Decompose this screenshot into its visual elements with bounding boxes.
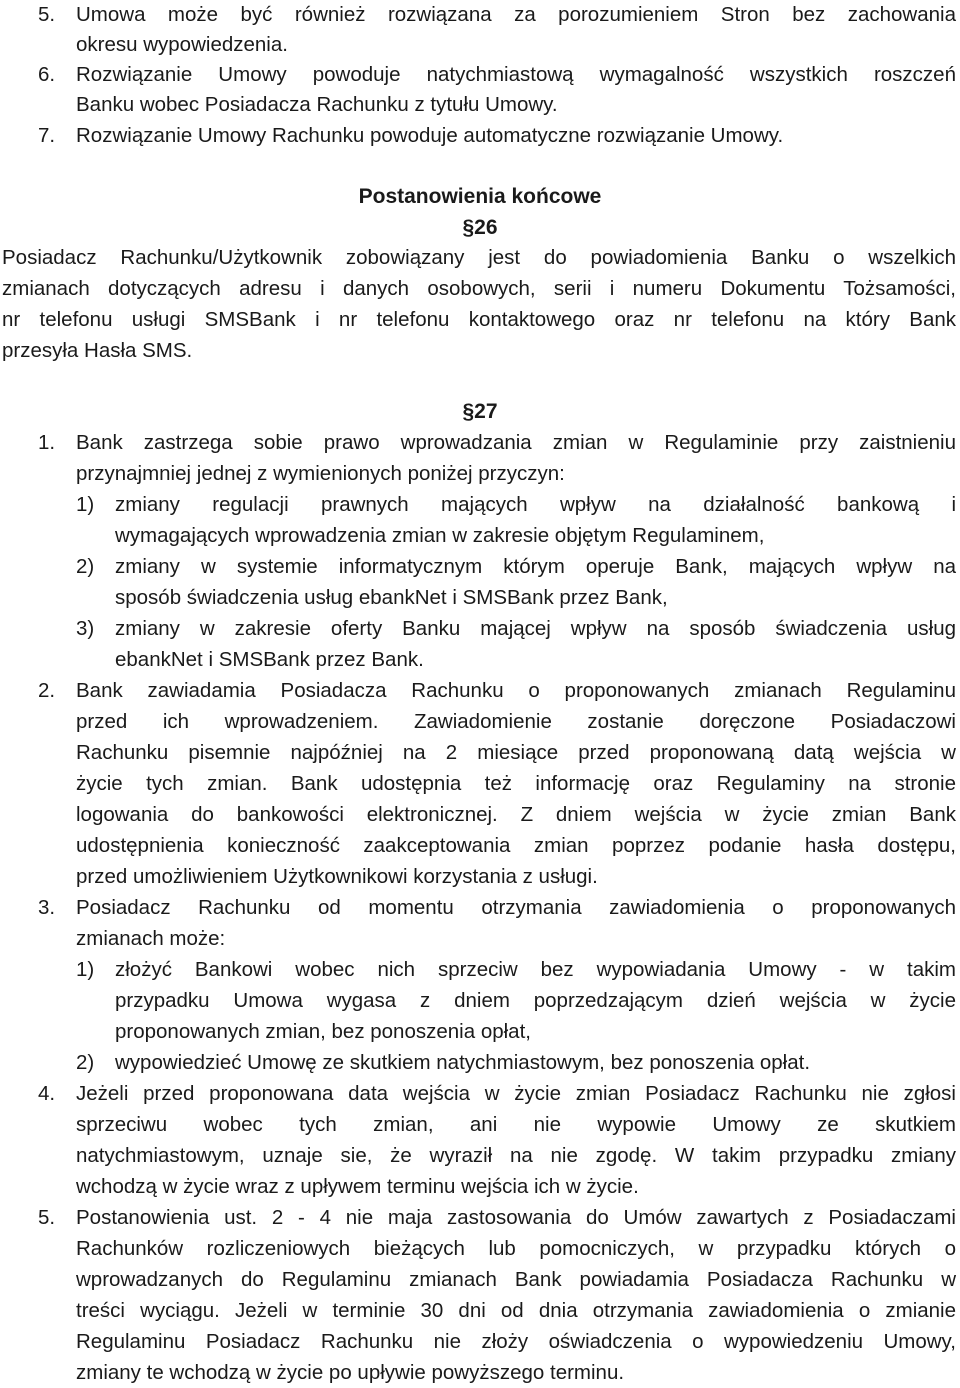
sublist-number: 2) (76, 555, 95, 578)
list-item-text: treści wyciągu. Jeżeli w terminie 30 dni od dnia otrzymania zawiadomienia o zmianie (76, 1299, 956, 1322)
sublist-item-text: zmiany regulacji prawnych mających wpływ na działalność bankową i (115, 493, 956, 516)
paragraph-text: Posiadacz Rachunku/Użytkownik zobowiązany jest do powiadomienia Banku o wszelkich (2, 246, 956, 269)
list-item-text: przed umożliwieniem Użytkownikowi korzystania z usługi. (76, 865, 598, 888)
list-item-text: życie tych zmian. Bank udostępnia też informację oraz Regulaminy na stronie (76, 772, 956, 795)
list-number: 5. (38, 3, 56, 26)
list-item-text: Postanowienia ust. 2 - 4 nie maja zastosowania do Umów zawartych z Posiadaczami (76, 1206, 956, 1229)
section-title: Postanowienia końcowe (358, 185, 602, 208)
list-number: 2. (38, 679, 56, 702)
list-item-text: sprzeciwu wobec tych zmian, ani nie wypowie Umowy ze skutkiem (76, 1113, 956, 1136)
sublist-item-text: wypowiedzieć Umowę ze skutkiem natychmiastowym, bez ponoszenia opłat. (115, 1051, 811, 1074)
paragraph-text: nr telefonu usługi SMSBank i nr telefonu kontaktowego oraz nr telefonu na który Bank (2, 308, 956, 331)
list-item-text: Bank zastrzega sobie prawo wprowadzania zmian w Regulaminie przy zaistnieniu (76, 431, 956, 454)
sublist-item-text: sposób świadczenia usług ebankNet i SMSBank przez Bank, (115, 586, 668, 609)
list-item-text: Regulaminu Posiadacz Rachunku nie złoży oświadczenia o wypowiedzeniu Umowy, (76, 1330, 956, 1353)
list-item-text: Umowa może być również rozwiązana za porozumieniem Stron bez zachowania (76, 3, 956, 26)
sublist-number: 1) (76, 493, 95, 516)
sublist-number: 1) (76, 958, 95, 981)
list-item-text: okresu wypowiedzenia. (76, 33, 288, 56)
sublist-item-text: proponowanych zmian, bez ponoszenia opłat, (115, 1020, 531, 1043)
list-item-text: udostępnienia konieczność zaakceptowania zmian poprzez podanie hasła dostępu, (76, 834, 956, 857)
list-item-text: wprowadzanych do Regulaminu zmianach Bank powiadamia Posiadacza Rachunku w (76, 1268, 956, 1291)
list-item-text: Banku wobec Posiadacza Rachunku z tytułu Umowy. (76, 93, 558, 116)
list-number: 6. (38, 63, 56, 86)
sublist-item-text: złożyć Bankowi wobec nich sprzeciw bez wypowiadania Umowy - w takim (115, 958, 956, 981)
sublist-item-text: zmiany w zakresie oferty Banku mającej wpływ na sposób świadczenia usług (115, 617, 956, 640)
sublist-item-text: zmiany w systemie informatycznym którym operuje Bank, mających wpływ na (115, 555, 956, 578)
list-number: 5. (38, 1206, 56, 1229)
list-item-text: Rozwiązanie Umowy powoduje natychmiastową wymagalność wszystkich roszczeń (76, 63, 956, 86)
list-number: 1. (38, 431, 56, 454)
sublist-item-text: wymagających wprowadzenia zmian w zakresie objętym Regulaminem, (115, 524, 765, 547)
list-item-text: zmianach może: (76, 927, 226, 950)
list-item-text: Rachunku pisemnie najpóźniej na 2 miesiące przed proponowaną datą wejścia w (76, 741, 956, 764)
sublist-item-text: przypadku Umowa wygasa z dniem poprzedzającym dzień wejścia w życie (115, 989, 956, 1012)
paragraph-text: przesyła Hasła SMS. (2, 339, 193, 362)
list-item-text: Rachunków rozliczeniowych bieżących lub pomocniczych, w przypadku których o (76, 1237, 956, 1260)
list-item-text: przed ich wprowadzeniem. Zawiadomienie zostanie doręczone Posiadaczowi (76, 710, 956, 733)
list-number: 7. (38, 124, 56, 147)
list-item-text: logowania do bankowości elektronicznej. Z dniem wejścia w życie zmian Bank (76, 803, 956, 826)
list-number: 3. (38, 896, 56, 919)
list-item-text: Jeżeli przed proponowana data wejścia w życie zmian Posiadacz Rachunku nie zgłosi (76, 1082, 956, 1105)
list-item-text: zmiany te wchodzą w życie po upływie powyższego terminu. (76, 1361, 625, 1384)
list-item-text: przynajmniej jednej z wymienionych poniżej przyczyn: (76, 462, 565, 485)
list-number: 4. (38, 1082, 56, 1105)
sublist-number: 2) (76, 1051, 95, 1074)
paragraph-text: zmianach dotyczących adresu i danych osobowych, serii i numeru Dokumentu Tożsamości, (2, 277, 956, 300)
list-item-text: natychmiastowym, uznaje sie, że wyraził na nie zgodę. W takim przypadku zmiany (76, 1144, 956, 1167)
paragraph-label: §26 (462, 216, 498, 239)
sublist-item-text: ebankNet i SMSBank przez Bank. (115, 648, 424, 671)
paragraph-label: §27 (462, 400, 498, 423)
sublist-number: 3) (76, 617, 95, 640)
list-item-text: Rozwiązanie Umowy Rachunku powoduje automatyczne rozwiązanie Umowy. (76, 124, 784, 147)
list-item-text: Posiadacz Rachunku od momentu otrzymania zawiadomienia o proponowanych (76, 896, 956, 919)
list-item-text: Bank zawiadamia Posiadacza Rachunku o proponowanych zmianach Regulaminu (76, 679, 956, 702)
list-item-text: wchodzą w życie wraz z upływem terminu wejścia ich w życie. (76, 1175, 639, 1198)
